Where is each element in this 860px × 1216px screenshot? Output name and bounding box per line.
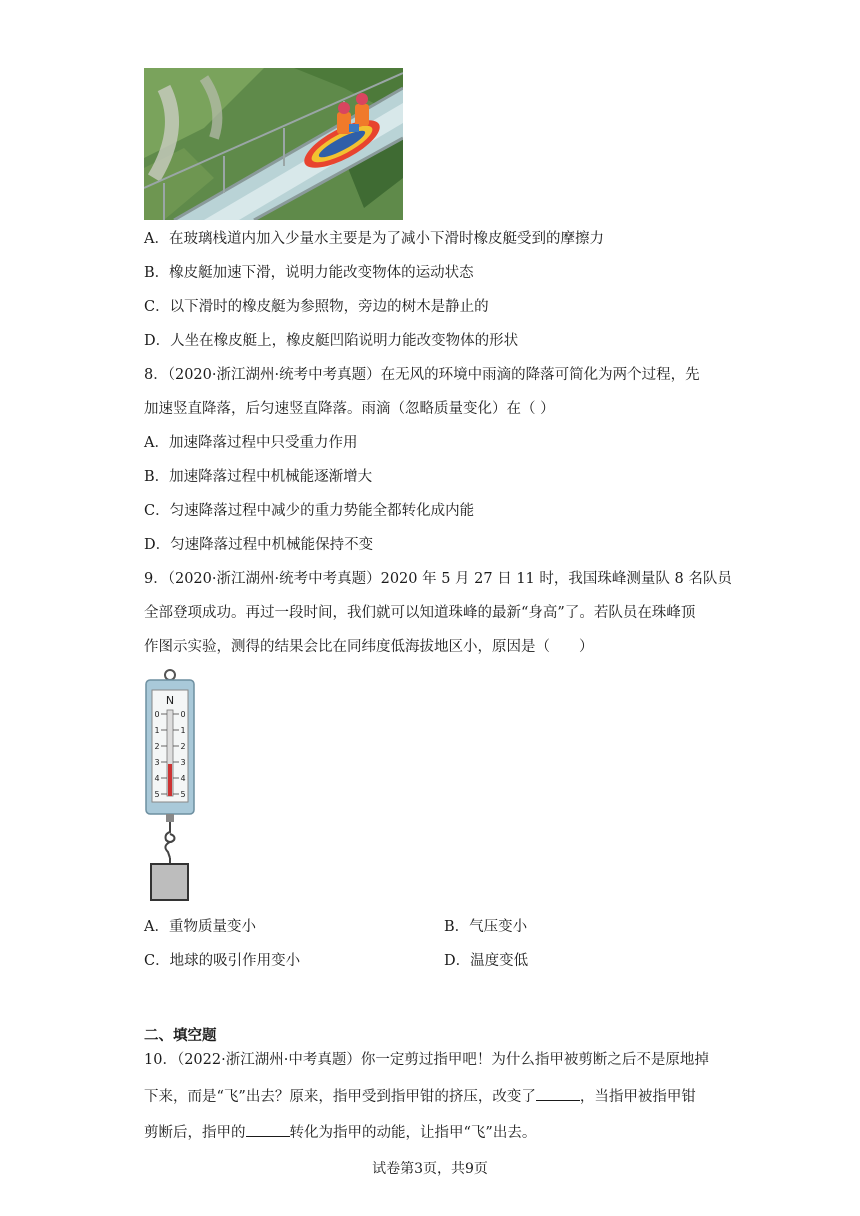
section-heading-fill-in: 二、填空题 <box>144 1028 217 1044</box>
q10-line2-text: 下来，而是“飞”出去？原来，指甲受到指甲钳的挤压，改变了 <box>144 1089 536 1105</box>
scale-tick-label-right-3: 3 <box>180 758 186 767</box>
q8-option-c: C．匀速降落过程中减少的重力势能全都转化成内能 <box>144 503 475 519</box>
q7-option-a: A．在玻璃栈道内加入少量水主要是为了减小下滑时橡皮艇受到的摩擦力 <box>144 231 604 247</box>
q9-option-c: C．地球的吸引作用变小 <box>144 953 301 969</box>
q9-option-a: A．重物质量变小 <box>144 919 256 935</box>
q10-stem-line1: 10．（2022·浙江湖州·中考真题）你一定剪过指甲吧！为什么指甲被剪断之后不是原地掉 <box>144 1052 709 1068</box>
scale-tick-label-right-5: 5 <box>180 790 186 799</box>
scale-tick-label-right-0: 0 <box>180 710 186 719</box>
spring-scale-figure <box>140 668 200 904</box>
q10-line3-start: 剪断后，指甲的 <box>144 1125 246 1141</box>
scale-tick-label-left-1: 1 <box>154 726 160 735</box>
q10-stem-line3 <box>144 1122 536 1143</box>
q10-line3-end: 转化为指甲的动能，让指甲“飞”出去。 <box>289 1125 537 1141</box>
q10-line2-end: ，当指甲被指甲钳 <box>579 1089 696 1105</box>
scale-tick-label-right-4: 4 <box>180 774 186 783</box>
q9-stem-line3: 作图示实验，测得的结果会比在同纬度低海拔地区小，原因是（ ） <box>144 639 594 655</box>
q7-option-d: D．人坐在橡皮艇上，橡皮艇凹陷说明力能改变物体的形状 <box>144 333 519 349</box>
scale-tick-label-left-5: 5 <box>154 790 160 799</box>
q8-stem-line2: 加速竖直降落，后匀速竖直降落。雨滴（忽略质量变化）在（ ） <box>144 401 555 417</box>
scale-tick-label-left-3: 3 <box>154 758 160 767</box>
q9-stem-line1: 9．（2020·浙江湖州·统考中考真题）2020 年 5 月 27 日 11 时，我国珠峰测量队 8 名队员 <box>144 571 732 587</box>
scale-tick-label-right-2: 2 <box>180 742 186 751</box>
q10-blank-1[interactable] <box>536 1086 580 1101</box>
page-footer: 试卷第3页，共9页 <box>372 1161 488 1177</box>
q10-blank-2[interactable] <box>246 1122 290 1137</box>
q8-option-d: D．匀速降落过程中机械能保持不变 <box>144 537 374 553</box>
q8-stem-line1: 8．（2020·浙江湖州·统考中考真题）在无风的环境中雨滴的降落可简化为两个过程，先 <box>144 367 700 383</box>
scale-unit-label: N <box>165 694 175 707</box>
q7-option-c: C．以下滑时的橡皮艇为参照物，旁边的树木是静止的 <box>144 299 489 315</box>
q7-option-b: B．橡皮艇加速下滑，说明力能改变物体的运动状态 <box>144 265 474 281</box>
q8-option-b: B．加速降落过程中机械能逐渐增大 <box>144 469 373 485</box>
q8-option-a: A．加速降落过程中只受重力作用 <box>144 435 358 451</box>
scale-tick-label-left-2: 2 <box>154 742 160 751</box>
scale-tick-label-left-0: 0 <box>154 710 160 719</box>
q9-option-d: D．温度变低 <box>444 953 529 969</box>
q10-stem-line2 <box>144 1086 696 1107</box>
q9-stem-line2: 全部登项成功。再过一段时间，我们就可以知道珠峰的最新“身高”了。若队员在珠峰顶 <box>144 605 696 621</box>
scale-tick-label-left-4: 4 <box>154 774 160 783</box>
glass-slide-raft-photo <box>144 68 403 220</box>
q9-option-b: B．气压变小 <box>444 919 528 935</box>
scale-tick-label-right-1: 1 <box>180 726 186 735</box>
